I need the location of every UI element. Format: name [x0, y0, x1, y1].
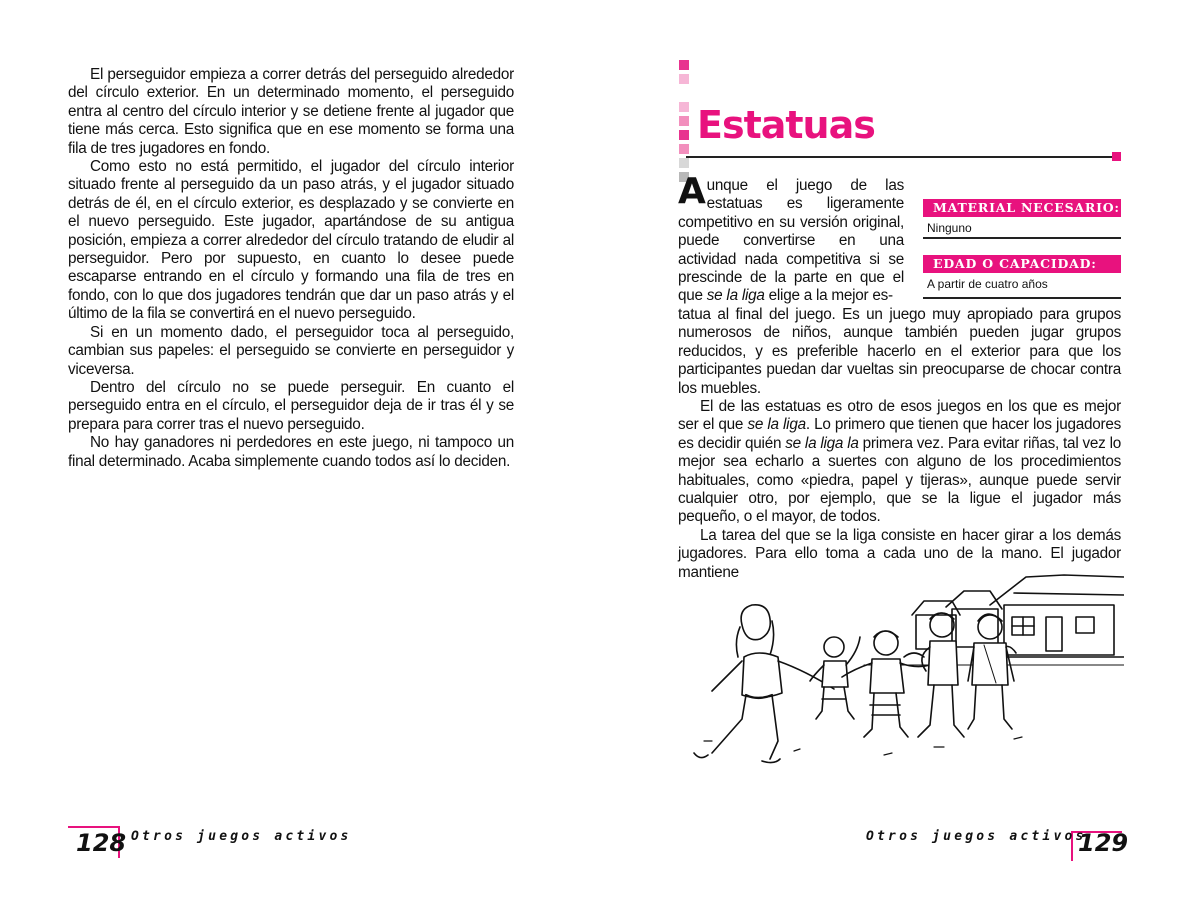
material-box	[923, 199, 1121, 239]
boy-standing-figure	[968, 614, 1014, 729]
material-label: MATERIAL NECESARIO:	[923, 199, 1121, 217]
age-box	[923, 255, 1121, 299]
age-label: EDAD O CAPACIDAD:	[923, 255, 1121, 273]
footer-rule	[68, 826, 120, 828]
title-rule-square	[1112, 152, 1121, 161]
paragraph: Como esto no está permitido, el jugador del círculo interior situado frente al perseguido da un paso atrás, y el jugador situado detrás de él, en el círculo exterior, es desplazado y se convierte en el nuevo perseguido. Este jugador, apartándose de su antigua posición, empieza a correr alrededor del círculo tratando de eludir al perseguidor. Pero por supuesto, en cuanto lo desee puede escaparse entrando en el círculo y formando una fila de tres en fondo, con lo que dos jugadores tendrán que dar un paso atrás y el último de la fila se convertirá en el nuevo perseguido.	[68, 158, 514, 323]
children-playing-illustration	[684, 565, 1124, 785]
paragraph: tatua al final del juego. Es un juego muy apropiado para grupos numerosos de niños, aunque también pueden jugar grupos reducidos, y es preferible hacerlo en el exterior para que los participantes puedan dar vueltas sin preocuparse de chocar contra los muebles.	[678, 306, 1121, 397]
material-value: Ninguno	[927, 221, 972, 235]
intro-text	[678, 171, 904, 306]
section-title: Estatuas	[697, 103, 875, 147]
age-value: A partir de cuatro años	[927, 277, 1048, 291]
footer-title: Otros juegos activos	[131, 829, 352, 844]
paragraph: El perseguidor empieza a correr detrás del perseguido alrededor del círculo exterior. En un determinado momento, el perseguido entra al centro del círculo interior y se detiene frente al jugador que tiene más cerca. Esto significa que en ese momento se forma una fila de tres jugadores en fondo.	[68, 66, 514, 157]
footer-title: Otros juegos activos	[866, 829, 1087, 844]
paragraph: No hay ganadores ni perdedores en este juego, ni tampoco un final determinado. Acaba simplemente cuando todos así lo deciden.	[68, 434, 514, 470]
right-body-text	[678, 306, 1121, 582]
paragraph: Dentro del círculo no se puede perseguir. En cuanto el perseguido entra en el círculo, el perseguidor deja de ir tras él y se prepara para correr tras el nuevo perseguido.	[68, 378, 514, 433]
paragraph: El de las estatuas es otro de esos juegos en los que es mejor ser el que se la liga. Lo primero que tienen que hacer los jugadores es decidir quién se la liga la primera vez. Para evitar riñas, tal vez lo mejor sea echarlo a suertes con alguno de los procedimientos habituales, como «piedra, papel y tijeras», aunque puede servir cualquier otro, por ejemplo, que se la ligue el jugador más pequeño, o el mayor, de todos.	[678, 398, 1121, 526]
girl-running-figure	[694, 605, 834, 763]
page-number: 128	[76, 829, 127, 857]
title-decoration	[679, 60, 689, 186]
page-number: 129	[1078, 829, 1129, 857]
paragraph: Si en un momento dado, el perseguidor toca al perseguido, cambian sus papeles: el perseguido se convierte en perseguidor y viceversa.	[68, 323, 514, 378]
title-rule	[686, 156, 1114, 158]
drop-cap: A	[678, 171, 706, 212]
paragraph: La tarea del que se la liga consiste en hacer girar a los demás jugadores. Para ello toma a cada uno de la mano. El jugador mantiene	[678, 526, 1121, 581]
children-holding-hands-figure	[842, 613, 964, 737]
boy-waving-figure	[810, 637, 860, 719]
left-body-text	[68, 66, 514, 471]
paragraph: Aunque el juego de las estatuas es ligeramente competitivo en su versión original, puede convertirse en una actividad nada competitiva si se prescinde de la parte en que el que se la liga elige a la mejor es-	[678, 171, 904, 305]
